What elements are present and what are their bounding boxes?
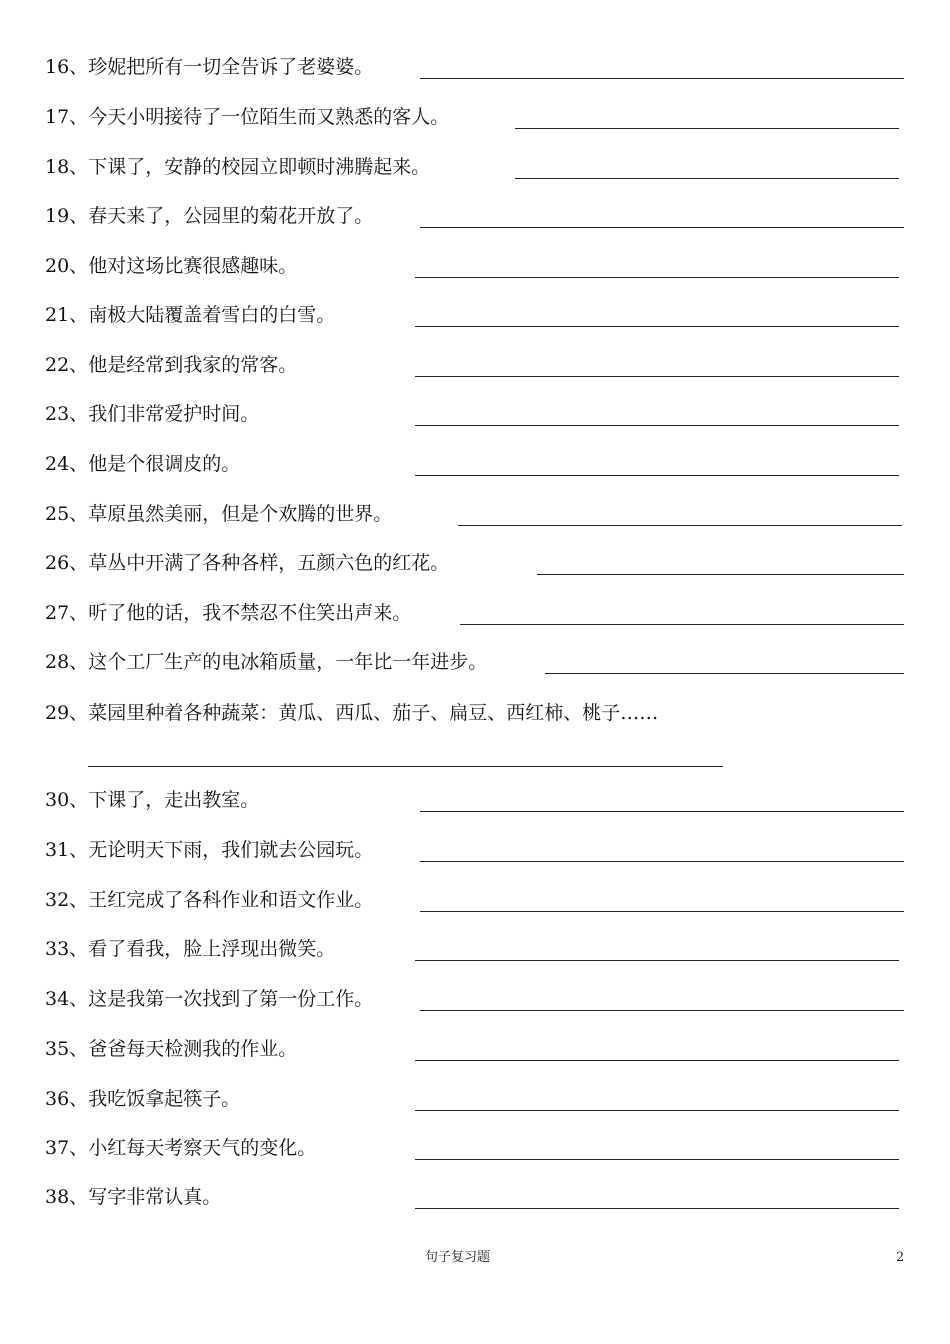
question-number: 37、 xyxy=(45,1137,89,1159)
question-text: 下课了，走出教室。 xyxy=(88,789,260,811)
question-16 xyxy=(45,54,373,80)
question-text: 草丛中开满了各种各样，五颜六色的红花。 xyxy=(88,552,450,574)
answer-line-38[interactable] xyxy=(415,1208,899,1209)
answer-line-28[interactable] xyxy=(545,673,904,674)
question-number: 25、 xyxy=(45,503,89,525)
question-number: 35、 xyxy=(45,1038,89,1060)
answer-line-24[interactable] xyxy=(415,475,899,476)
answer-line-37[interactable] xyxy=(415,1159,899,1160)
answer-line-26[interactable] xyxy=(537,574,904,575)
answer-line-27[interactable] xyxy=(460,624,904,625)
question-26 xyxy=(45,550,449,576)
question-text: 写字非常认真。 xyxy=(88,1186,222,1208)
question-number: 24、 xyxy=(45,453,89,475)
question-number: 30、 xyxy=(45,789,89,811)
question-text: 看了看我，脸上浮现出微笑。 xyxy=(88,938,336,960)
question-35 xyxy=(45,1036,297,1062)
question-number: 33、 xyxy=(45,938,89,960)
answer-line-34[interactable] xyxy=(420,1010,904,1011)
question-text: 下课了，安静的校园立即顿时沸腾起来。 xyxy=(88,156,431,178)
answer-line-36[interactable] xyxy=(415,1110,899,1111)
answer-line-29[interactable] xyxy=(88,766,723,767)
page-number: 2 xyxy=(896,1250,905,1265)
answer-line-21[interactable] xyxy=(415,326,899,327)
question-number: 20、 xyxy=(45,255,89,277)
question-text: 春天来了，公园里的菊花开放了。 xyxy=(88,205,374,227)
question-28 xyxy=(45,649,487,675)
question-number: 32、 xyxy=(45,889,89,911)
answer-line-22[interactable] xyxy=(415,376,899,377)
answer-line-20[interactable] xyxy=(415,277,899,278)
question-text: 爸爸每天检测我的作业。 xyxy=(88,1038,298,1060)
question-21 xyxy=(45,302,335,328)
question-34 xyxy=(45,986,373,1012)
question-text: 无论明天下雨，我们就去公园玩。 xyxy=(88,839,374,861)
question-text: 他是个很调皮的。 xyxy=(88,453,241,475)
question-36 xyxy=(45,1086,240,1112)
question-text: 珍妮把所有一切全告诉了老婆婆。 xyxy=(88,56,374,78)
question-number: 27、 xyxy=(45,602,89,624)
question-text: 南极大陆覆盖着雪白的白雪。 xyxy=(88,304,336,326)
answer-line-30[interactable] xyxy=(420,811,904,812)
question-number: 26、 xyxy=(45,552,89,574)
question-text: 今天小明接待了一位陌生而又熟悉的客人。 xyxy=(88,106,450,128)
question-20 xyxy=(45,253,297,279)
question-text: 这是我第一次找到了第一份工作。 xyxy=(88,988,374,1010)
answer-line-35[interactable] xyxy=(415,1060,899,1061)
answer-line-19[interactable] xyxy=(420,227,904,228)
question-number: 22、 xyxy=(45,354,89,376)
question-17 xyxy=(45,104,449,130)
question-18 xyxy=(45,154,430,180)
question-text: 他是经常到我家的常客。 xyxy=(88,354,298,376)
question-number: 34、 xyxy=(45,988,89,1010)
question-30 xyxy=(45,787,259,813)
answer-line-25[interactable] xyxy=(458,525,902,526)
question-23 xyxy=(45,401,259,427)
question-number: 31、 xyxy=(45,839,89,861)
question-24 xyxy=(45,451,240,477)
question-38 xyxy=(45,1184,221,1210)
answer-line-23[interactable] xyxy=(415,425,899,426)
question-22 xyxy=(45,352,297,378)
question-32 xyxy=(45,887,373,913)
question-31 xyxy=(45,837,373,863)
question-text: 菜园里种着各种蔬菜：黄瓜、西瓜、茄子、扁豆、西红柿、桃子…… xyxy=(88,702,659,724)
question-19 xyxy=(45,203,373,229)
question-number: 21、 xyxy=(45,304,89,326)
question-text: 我们非常爱护时间。 xyxy=(88,403,260,425)
answer-line-33[interactable] xyxy=(415,960,899,961)
question-text: 这个工厂生产的电冰箱质量，一年比一年进步。 xyxy=(88,651,488,673)
question-number: 19、 xyxy=(45,205,89,227)
question-33 xyxy=(45,936,335,962)
answer-line-31[interactable] xyxy=(420,861,904,862)
question-37 xyxy=(45,1135,316,1161)
question-29 xyxy=(45,700,658,726)
question-number: 36、 xyxy=(45,1088,89,1110)
question-text: 草原虽然美丽，但是个欢腾的世界。 xyxy=(88,503,393,525)
answer-line-17[interactable] xyxy=(515,128,899,129)
question-text: 王红完成了各科作业和语文作业。 xyxy=(88,889,374,911)
question-text: 听了他的话，我不禁忍不住笑出声来。 xyxy=(88,602,412,624)
answer-line-16[interactable] xyxy=(420,78,904,79)
question-text: 我吃饭拿起筷子。 xyxy=(88,1088,241,1110)
question-25 xyxy=(45,501,392,527)
answer-line-18[interactable] xyxy=(515,178,899,179)
question-number: 23、 xyxy=(45,403,89,425)
question-number: 18、 xyxy=(45,156,89,178)
answer-line-32[interactable] xyxy=(420,911,904,912)
footer-title: 句子复习题 xyxy=(425,1250,491,1265)
question-number: 16、 xyxy=(45,56,89,78)
question-text: 他对这场比赛很感趣味。 xyxy=(88,255,298,277)
question-number: 29、 xyxy=(45,702,89,724)
question-number: 28、 xyxy=(45,651,89,673)
question-number: 17、 xyxy=(45,106,89,128)
question-number: 38、 xyxy=(45,1186,89,1208)
question-27 xyxy=(45,600,411,626)
question-text: 小红每天考察天气的变化。 xyxy=(88,1137,317,1159)
